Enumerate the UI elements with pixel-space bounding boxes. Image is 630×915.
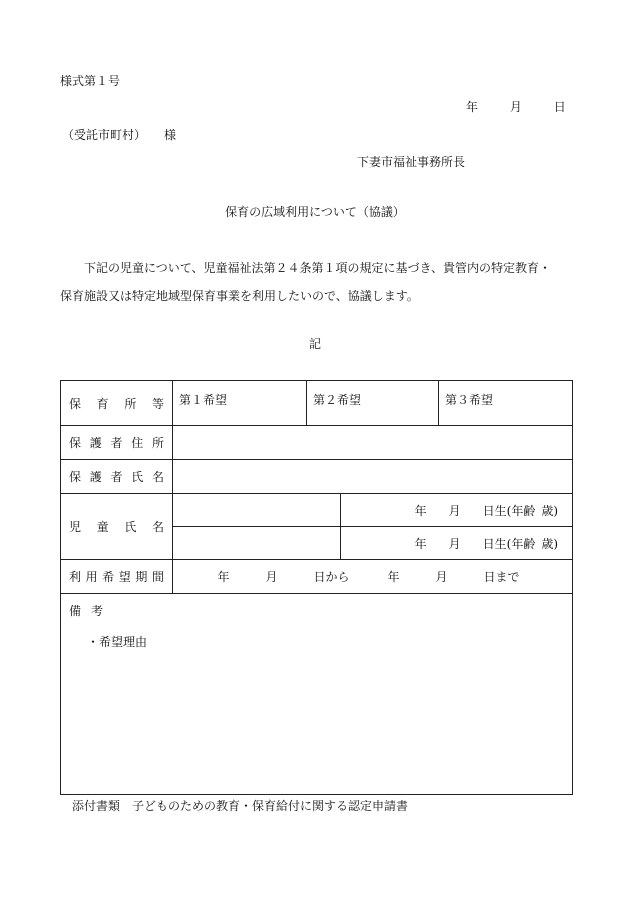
child-birth-field-2[interactable]: 年 月 日生(年齢 歳) [341,527,573,560]
preference-1-cell[interactable]: 第１希望 [173,381,307,426]
guardian-name-label: 保 護 者 氏 名 [61,460,173,494]
date-year: 年 [466,100,479,114]
guardian-name-row [61,460,573,494]
period-field[interactable]: 年 月 日から 年 月 日まで [173,560,573,594]
recipient: （受託市町村） 様 [62,128,177,142]
guardian-address-label: 保 護 者 住 所 [61,426,173,460]
guardian-name-field[interactable] [173,460,573,494]
form-number: 様式第１号 [60,74,121,88]
date-line [466,98,566,115]
facility-row [61,381,573,426]
remarks-row [61,594,573,795]
body-line-2: 保育施設又は特定地域型保育事業を利用したいので、協議します。 [60,289,419,303]
remarks-field[interactable] [61,594,573,795]
remarks-reason-item: ・希望理由 [87,635,148,649]
period-row [61,560,573,594]
application-table [60,380,573,795]
sender: 下妻市福祉事務所長 [357,155,466,169]
attachment-note: 添付書類 子どものための教育・保育給付に関する認定申請書 [72,799,409,813]
period-label: 利 用 希 望 期 間 [61,560,173,594]
document-title: 保育の広域利用について（協議） [225,205,405,219]
preference-2-cell[interactable]: 第２希望 [307,381,439,426]
preference-3-cell[interactable]: 第３希望 [439,381,573,426]
date-day: 日 [553,100,566,114]
remarks-label: 備考 [69,604,114,618]
child-name-row-1 [61,494,573,527]
ki-heading: 記 [308,337,321,351]
date-month: 月 [509,100,522,114]
body-text [60,254,590,310]
child-name-label: 児 童 氏 名 [61,494,173,560]
facility-label: 保 育 所 等 [61,381,173,426]
child-name-field-1[interactable] [173,494,341,527]
guardian-address-field[interactable] [173,426,573,460]
child-name-field-2[interactable] [173,527,341,560]
guardian-address-row [61,426,573,460]
child-birth-field-1[interactable]: 年 月 日生(年齢 歳) [341,494,573,527]
body-line-1: 下記の児童について、児童福祉法第２４条第１項の規定に基づき、貴管内の特定教育・ [84,261,552,275]
